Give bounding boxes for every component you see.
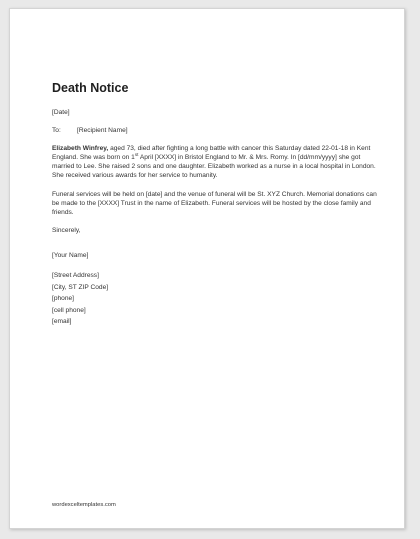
street-address: [Street Address]	[52, 272, 99, 280]
biography-text-2: April [XXXX] in Bristol England to Mr. & Mrs. Romy. In [dd/mm/yyyy] she got married to Lee. She raised 2 sons and one daughter. Elizabeth worked as a nurse in a local hospital in London. She received various awards for her service to humanity.	[52, 154, 376, 180]
page-title: Death Notice	[52, 81, 129, 95]
footer-website: wordexceltemplates.com	[52, 502, 116, 508]
letter-body	[52, 81, 382, 328]
address-block	[52, 270, 382, 328]
document-page	[9, 8, 405, 529]
closing: Sincerely,	[52, 226, 81, 234]
deceased-name: Elizabeth Winfrey,	[52, 145, 109, 153]
date-placeholder: [Date]	[52, 109, 70, 116]
ordinal-suffix: st	[134, 152, 139, 158]
recipient-row	[52, 126, 382, 135]
signature-name: [Your Name]	[52, 251, 89, 259]
email: [email]	[52, 318, 72, 326]
paragraph-funeral: Funeral services will be held on [date] and the venue of funeral will be St. XYZ Church. Memorial donations can be made to the [XXXX] Trust in the name of Elizabeth. Funeral services will be hosted by the close family and friends.	[52, 190, 377, 216]
biography-text-1: aged 73, died after fighting a long battle with cancer this Saturday dated 22-01-18 in Kent England. She was born on 1	[52, 145, 371, 162]
recipient-name: [Recipient Name]	[77, 127, 128, 135]
cell-phone: [cell phone]	[52, 306, 86, 314]
city-state-zip: [City, ST ZIP Code]	[52, 283, 109, 291]
to-label: To:	[52, 127, 61, 135]
paragraph-biography	[52, 144, 382, 180]
phone: [phone]	[52, 295, 74, 303]
